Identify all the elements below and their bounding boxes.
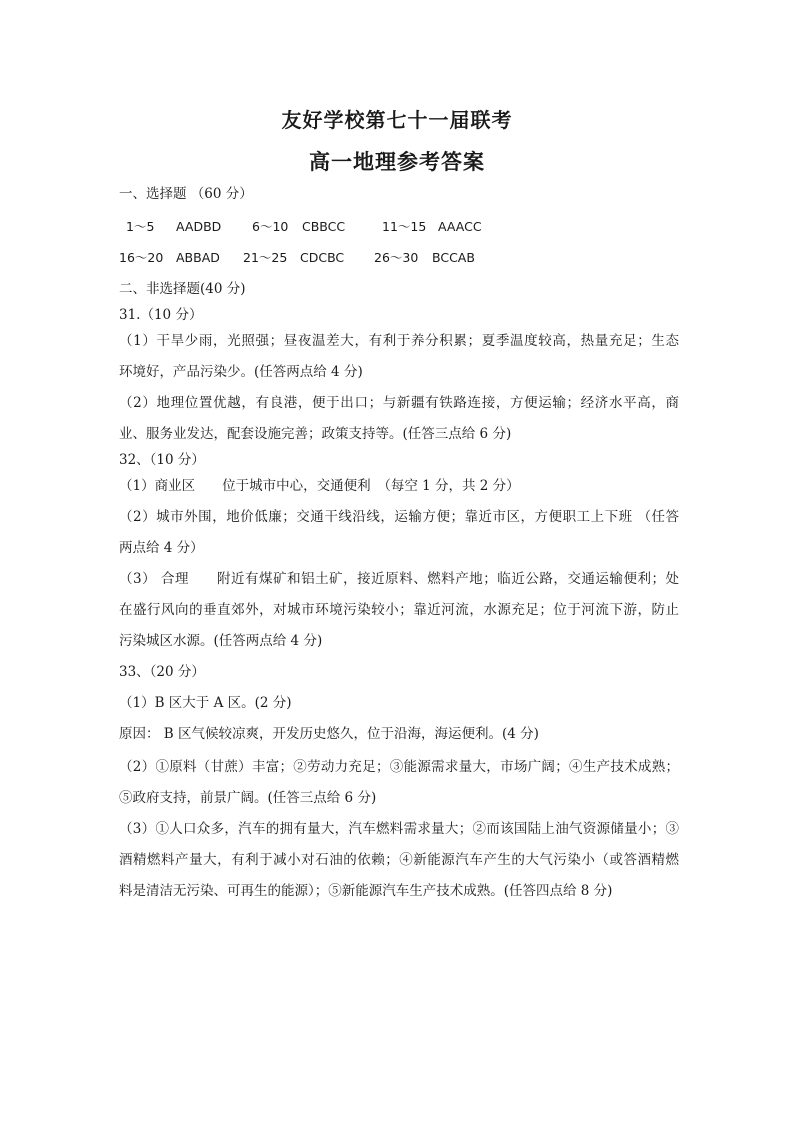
answer-line: （2）①原料（甘蔗）丰富；②劳动力充足；③能源需求量大，市场广阔；④生产技术成熟； (119, 759, 679, 775)
mc-range: 1～5 (126, 219, 155, 234)
mc-range: 21～25 (243, 250, 288, 265)
answer-line: 原因： B 区气候较凉爽，开发历史悠久，位于沿海，海运便利。(4 分) (119, 726, 539, 742)
section1-heading: 一、选择题 （60 分） (119, 186, 253, 202)
answer-line: 料是清洁无污染、可再生的能源）；⑤新能源汽车生产技术成熟。(任答四点给 8 分) (119, 883, 613, 899)
answer-line: 业、服务业发达，配套设施完善；政策支持等。(任答三点给 6 分) (119, 426, 512, 442)
answer-line: 两点给 4 分） (119, 540, 204, 556)
answer-line: 污染城区水源。(任答两点给 4 分) (119, 633, 323, 649)
mc-answer: AAACC (438, 219, 482, 234)
mc-range: 11～15 (382, 219, 427, 234)
answer-line: 酒精燃料产量大，有利于减小对石油的依赖；④新能源汽车产生的大气污染小（或答酒精燃 (119, 852, 679, 868)
mc-answer: CBBCC (302, 219, 346, 234)
mc-range: 16～20 (119, 250, 164, 265)
mc-answer: CDCBC (300, 250, 345, 265)
section2-heading: 二、非选择题(40 分) (119, 281, 246, 297)
answer-line: （2）地理位置优越，有良港，便于出口；与新疆有铁路连接，方便运输；经济水平高，商 (119, 395, 679, 411)
exam-subtitle: 高一地理参考答案 (309, 149, 485, 174)
question-header: 32、（10 分） (119, 452, 205, 468)
exam-title: 友好学校第七十一届联考 (281, 108, 513, 132)
mc-range: 26～30 (374, 250, 419, 265)
answer-line: （2）城市外围，地价低廉；交通干线沿线，运输方便；靠近市区，方便职工上下班 （任答 (119, 509, 679, 525)
answer-line: （1）干旱少雨，光照强；昼夜温差大，有利于养分积累；夏季温度较高，热量充足；生态 (119, 333, 679, 349)
question-header: 31.（10 分） (119, 307, 203, 323)
answer-line: （1）B 区大于 A 区。(2 分) (119, 695, 292, 711)
mc-answer: BCCAB (432, 250, 475, 265)
mc-answer: ABBAD (176, 250, 220, 265)
question-header: 33、（20 分） (119, 664, 205, 680)
mc-range: 6～10 (252, 219, 289, 234)
answer-line: （3） 合理 附近有煤矿和铝土矿，接近原料、燃料产地；临近公路，交通运输便利；处 (119, 571, 679, 587)
answer-line: （3）①人口众多，汽车的拥有量大，汽车燃料需求量大；②而该国陆上油气资源储量小；③ (119, 821, 679, 837)
answer-line: ⑤政府支持，前景广阔。(任答三点给 6 分) (119, 790, 377, 806)
answer-line: 在盛行风向的垂直郊外，对城市环境污染较小；靠近河流，水源充足；位于河流下游，防止 (119, 602, 679, 618)
answer-line: 环境好，产品污染少。(任答两点给 4 分) (119, 364, 363, 380)
mc-answer: AADBD (176, 219, 222, 234)
answer-line: （1）商业区 位于城市中心，交通便利 （每空 1 分，共 2 分） (119, 478, 520, 494)
